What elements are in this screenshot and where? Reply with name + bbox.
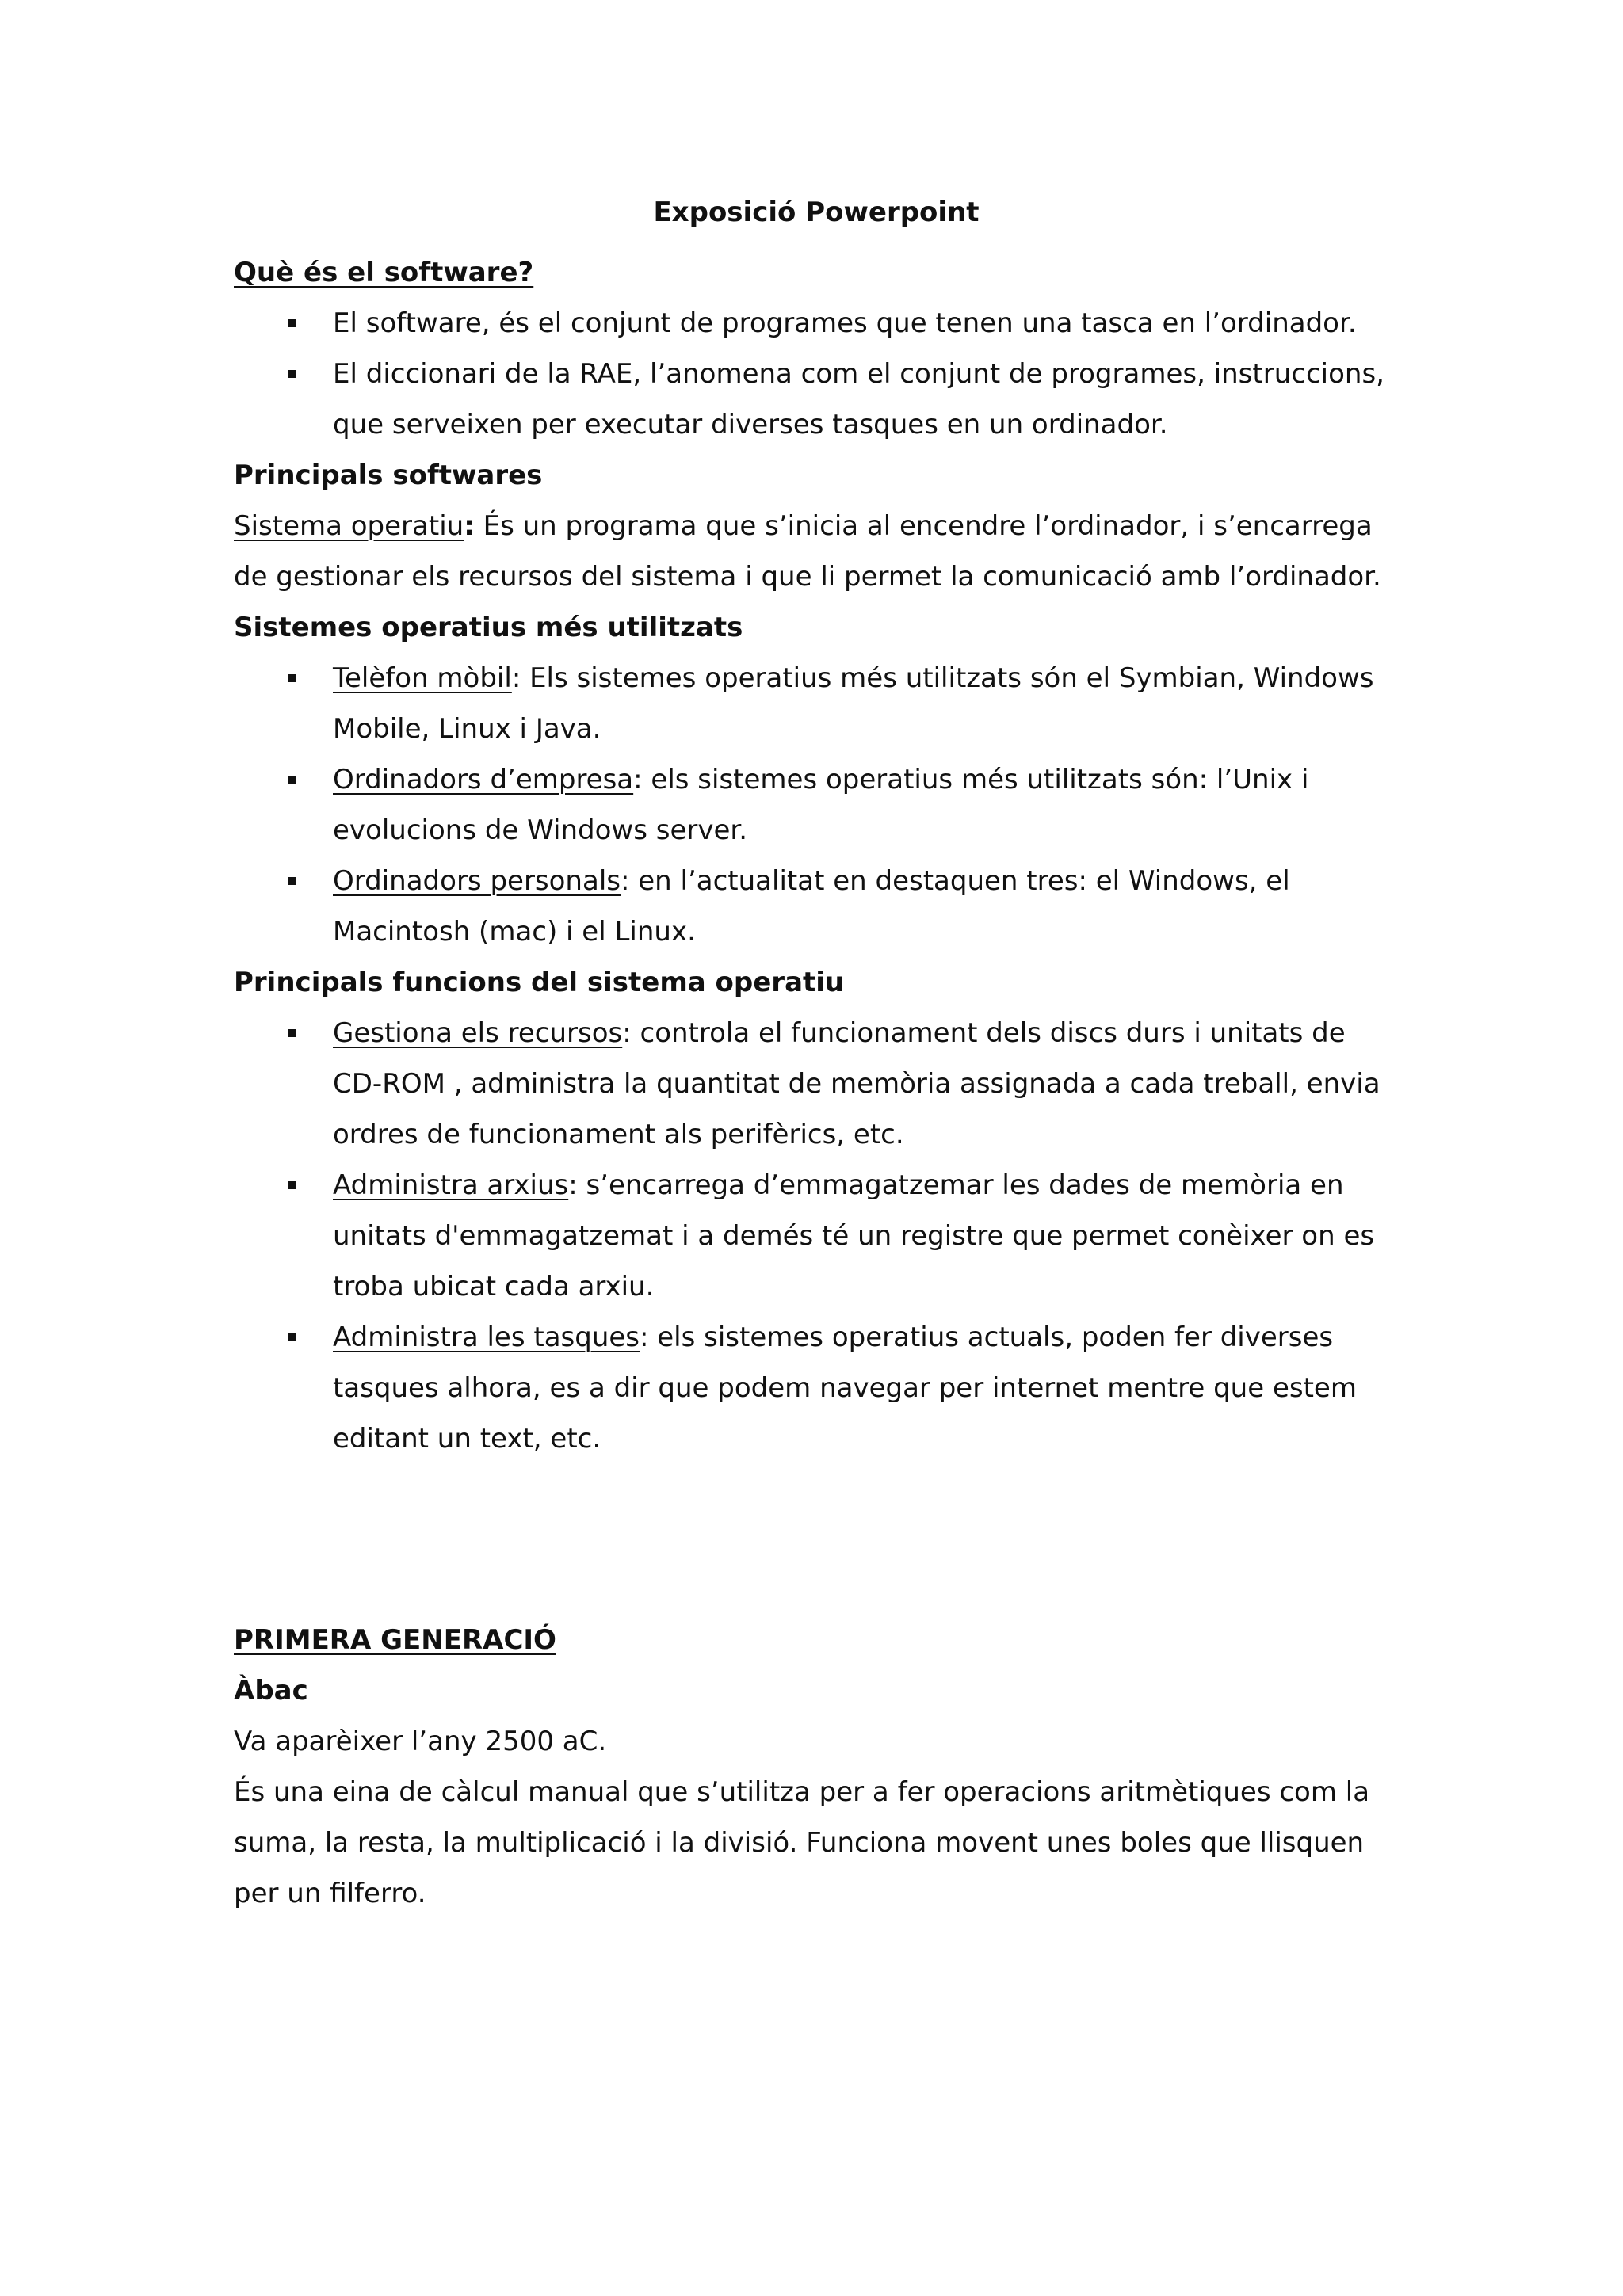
list-item-term: Telèfon mòbil [333,662,512,694]
list-item-text: : Els sistemes operatius més utilitzats són el Symbian, Windows Mobile, Linux i Java. [333,662,1374,745]
list-item [234,856,1399,957]
funcions-bullet-list [234,1008,1399,1464]
list-item-text: El software, és el conjunt de programes que tenen una tasca en l’ordinador. [333,307,1357,339]
definition-sistema-operatiu: És un programa que s’inicia al encendre l’ordinador, i s’encarrega de gestionar els recursos del sistema i que li permet la comunicació amb l’ordinador. [234,510,1381,593]
paragraph-abac-year: Va aparèixer l’any 2500 aC. [234,1726,607,1757]
list-item-term: Administra arxius [333,1169,569,1201]
subheading-abac: Àbac [234,1675,308,1707]
list-item [234,754,1399,856]
term-sistema-operatiu: Sistema operatiu [234,510,464,542]
square-bullet-icon [288,370,296,378]
square-bullet-icon [288,1029,296,1037]
square-bullet-icon [288,319,296,327]
list-item-text: : s’encarrega d’emmagatzemar les dades de memòria en unitats d'emmagatzemat i a demés té un registre que permet conèixer on es troba ubicat cada arxiu. [333,1169,1375,1302]
paragraph-sistema-operatiu [234,501,1399,602]
heading-principals-funcions: Principals funcions del sistema operatiu [234,967,845,998]
list-item-term: Ordinadors d’empresa [333,764,634,795]
list-item [234,1008,1399,1160]
list-item-text: : els sistemes operatius actuals, poden fer diverses tasques alhora, es a dir que podem navegar per internet mentre que estem editant un text, etc. [333,1322,1357,1455]
sistemes-bullet-list [234,653,1399,957]
square-bullet-icon [288,877,296,885]
term-colon: : [464,510,475,542]
square-bullet-icon [288,776,296,784]
section-spacer [234,1464,1399,1615]
heading-sistemes-operatius: Sistemes operatius més utilitzats [234,612,743,643]
list-item-text: : controla el funcionament dels discs durs i unitats de CD-ROM , administra la quantitat de memòria assignada a cada treball, envia ordres de funcionament als perifèrics, etc. [333,1017,1381,1150]
square-bullet-icon [288,1181,296,1189]
list-item-term: Administra les tasques [333,1322,640,1353]
list-item [234,1160,1399,1312]
list-item-term: Gestiona els recursos [333,1017,623,1049]
list-item [234,298,1399,349]
list-item-text: : en l’actualitat en destaquen tres: el Windows, el Macintosh (mac) i el Linux. [333,865,1290,948]
list-item [234,653,1399,754]
list-item [234,349,1399,450]
list-item [234,1312,1399,1464]
document-title: Exposició Powerpoint [653,196,980,228]
list-item-term: Ordinadors personals [333,865,621,897]
heading-principals-softwares: Principals softwares [234,460,543,491]
heading-software: Què és el software? [234,257,534,288]
list-item-text: : els sistemes operatius més utilitzats són: l’Unix i evolucions de Windows server. [333,764,1309,846]
document-content [234,187,1399,1919]
square-bullet-icon [288,674,296,682]
heading-primera-generacio: PRIMERA GENERACIÓ [234,1624,556,1656]
paragraph-abac-description: És una eina de càlcul manual que s’utilitza per a fer operacions aritmètiques com la suma, la resta, la multiplicació i la divisió. Funciona movent unes boles que llisquen per un filferro. [234,1776,1370,1909]
list-item-text: El diccionari de la RAE, l’anomena com el conjunt de programes, instruccions, que serveixen per executar diverses tasques en un ordinador. [333,358,1384,441]
square-bullet-icon [288,1333,296,1341]
software-bullet-list [234,298,1399,450]
